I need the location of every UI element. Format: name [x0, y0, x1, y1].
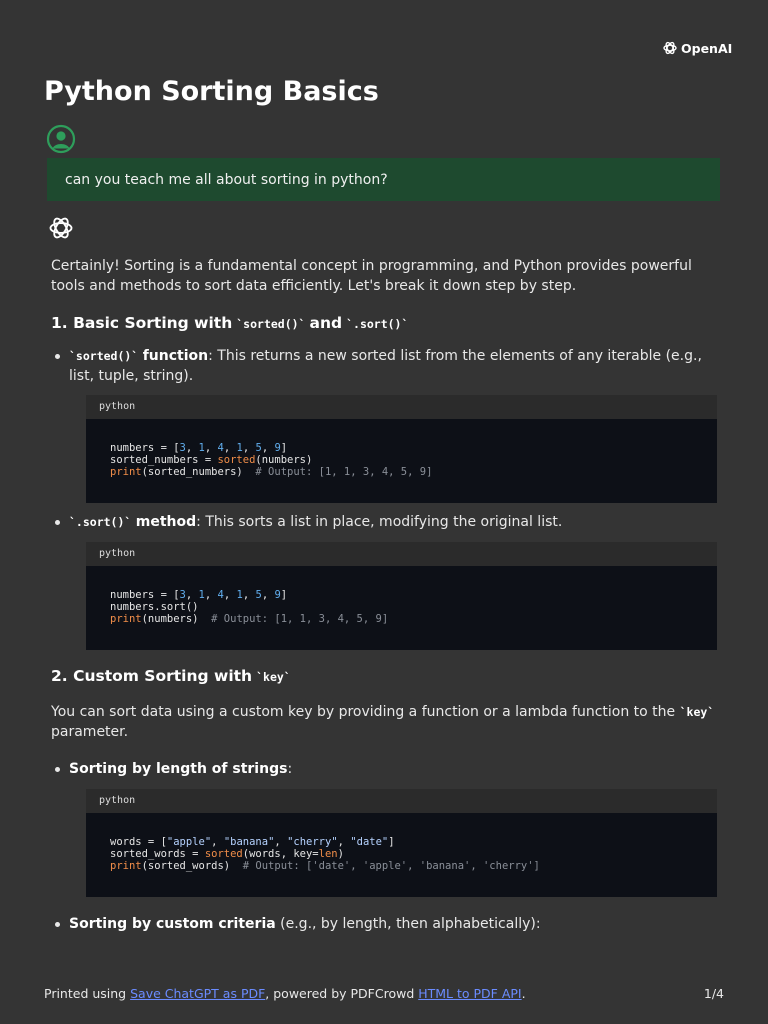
bullet1-label: function — [142, 348, 209, 364]
custom-key-paragraph: You can sort data using a custom key by providing a function or a lambda function to the `key` parameter. — [51, 704, 715, 740]
brand-name: OpenAI — [681, 40, 733, 56]
user-message — [47, 158, 720, 201]
print-footer: Printed using Save ChatGPT as PDF, powered by PDFCrowd HTML to PDF API. 1/4 — [44, 986, 724, 1001]
section2-code-key: `key` — [256, 670, 291, 684]
user-avatar-icon — [46, 124, 76, 158]
section1-code-sorted: `sorted()` — [236, 317, 306, 331]
code-block-key-len — [86, 789, 717, 897]
code-content: words = ["apple", "banana", "cherry", "date"] sorted_words = sorted(words, key=len) print(sorted_words) # Output: ['date', 'apple', 'banana', 'cherry'] — [86, 813, 717, 897]
user-message-text: can you teach me all about sorting in python? — [65, 171, 388, 188]
list-item-custom-criteria: Sorting by custom criteria (e.g., by length, then alphabetically): — [69, 914, 709, 934]
bullet1-code: `sorted()` — [69, 349, 139, 363]
section-heading-custom-sorting — [51, 666, 291, 687]
bullet2-code: `.sort()` — [69, 515, 132, 529]
code-block-sort — [86, 542, 717, 650]
bullet1-text: : This returns a new sorted list from the elements of any iterable (e.g., list, tuple, string). — [69, 348, 702, 384]
page-number: 1/4 — [703, 986, 724, 1001]
openai-logo — [662, 40, 732, 56]
page-title: Python Sorting Basics — [44, 76, 379, 107]
code-content: numbers = [3, 1, 4, 1, 5, 9] numbers.sort() print(numbers) # Output: [1, 1, 3, 4, 5, 9] — [86, 566, 717, 650]
code-content: numbers = [3, 1, 4, 1, 5, 9] sorted_numbers = sorted(numbers) print(sorted_numbers) # Output: [1, 1, 3, 4, 5, 9] — [86, 419, 717, 503]
section-heading-basic-sorting — [51, 313, 408, 334]
bullet4-label: Sorting by custom criteria — [69, 916, 276, 932]
bullet3-label: Sorting by length of strings — [69, 761, 288, 777]
section1-code-sort: `.sort()` — [346, 317, 409, 331]
save-chatgpt-pdf-link[interactable]: Save ChatGPT as PDF — [130, 986, 266, 1001]
bullet2-label: method — [135, 514, 197, 530]
section2-prefix: 2. Custom Sorting with — [51, 667, 253, 685]
code-language-label: python — [86, 395, 717, 419]
section1-prefix: 1. Basic Sorting with — [51, 314, 233, 332]
assistant-avatar-icon — [47, 214, 75, 246]
bullet2-text: : This sorts a list in place, modifying the original list. — [196, 514, 563, 530]
list-item-sorted-function — [69, 346, 709, 386]
code-language-label: python — [86, 542, 717, 566]
list-item-sort-by-length: Sorting by length of strings: — [69, 759, 709, 779]
section1-joiner: and — [309, 314, 343, 332]
list-item-sort-method — [69, 512, 709, 532]
para2-code: `key` — [679, 705, 715, 719]
code-block-sorted — [86, 395, 717, 503]
code-language-label: python — [86, 789, 717, 813]
openai-icon — [662, 40, 678, 56]
html-to-pdf-api-link[interactable]: HTML to PDF API — [418, 986, 522, 1001]
answer-intro: Certainly! Sorting is a fundamental concept in programming, and Python provides powerful tools and methods to sort data efficiently. Let's break it down step by step. — [51, 258, 692, 294]
